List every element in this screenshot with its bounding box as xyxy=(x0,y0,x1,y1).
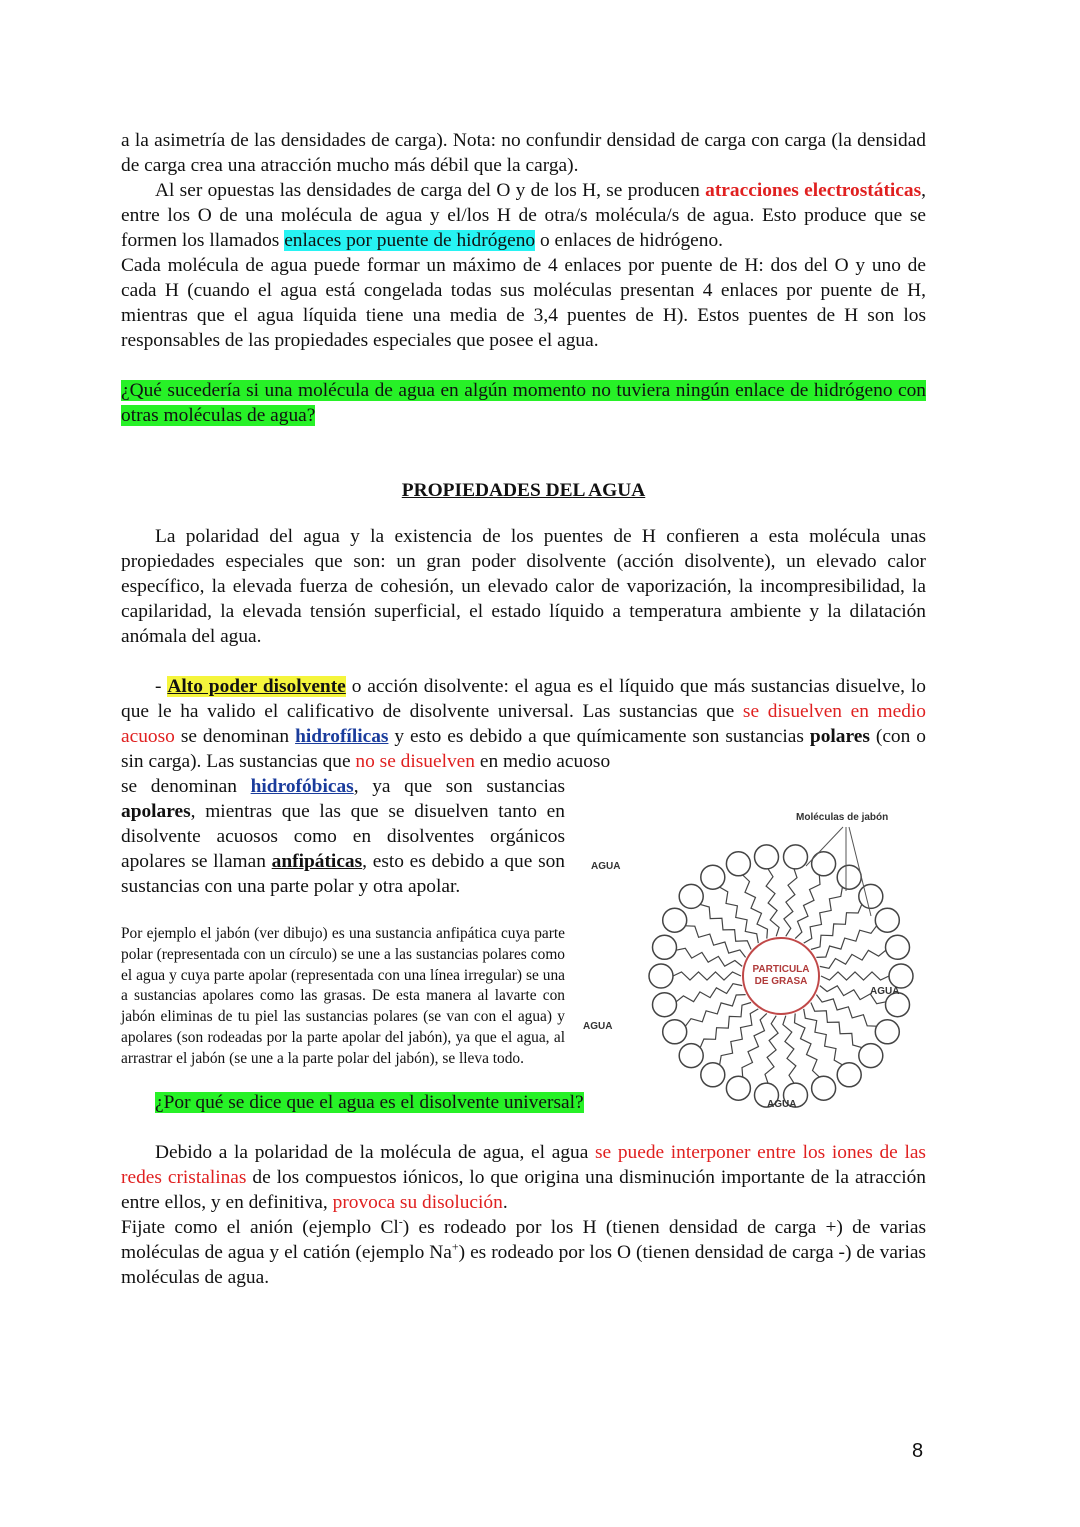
soap-head xyxy=(812,1076,836,1100)
paragraph-ions-surrounded xyxy=(121,1215,926,1290)
text-segment: - xyxy=(155,676,168,697)
term-hydrophobic: hidrofóbicas xyxy=(250,776,354,797)
soap-head xyxy=(886,935,910,959)
soap-tail xyxy=(811,904,862,949)
superscript-plus: + xyxy=(451,1239,459,1254)
text-segment: de los compuestos iónicos, lo que origina una disminución importante de la atracción entre ellos, y en definitiva, xyxy=(121,1166,926,1213)
paragraph-charge-note: a la asimetría de las densidades de carga). Nota: no confundir densidad de carga con carga (la densidad de carga crea una atracción mucho más débil que la carga). xyxy=(121,130,926,176)
soap-head xyxy=(889,964,913,988)
term-hydrophilic: hidrofílicas xyxy=(295,726,389,747)
text-segment: o acción disolvente: el agua es el líquido que más sustancias disuelve, lo que le ha valido el calificativo de disolvente universal. Las sustancias que xyxy=(121,676,926,722)
highlight-interpose-ions: se puede interponer entre los iones de las redes cristalinas xyxy=(121,1141,926,1188)
text-segment: , esto es debido a que son sustancias con una parte polar y otra apolar. xyxy=(121,851,566,897)
paragraph-solvent xyxy=(121,674,926,774)
soap-head xyxy=(701,1063,725,1087)
soap-head xyxy=(755,845,779,869)
text-segment: ) es rodeado por los O (tienen densidad de carga -) de varias moléculas de agua. xyxy=(121,1241,926,1288)
text-segment: (con o sin carga). Las sustancias que xyxy=(121,726,926,772)
soap-molecules-label: Moléculas de jabón xyxy=(796,812,889,823)
text-segment: en medio acuoso xyxy=(474,751,611,772)
soap-tail xyxy=(795,875,820,939)
text-segment: , entre los O de una molécula de agua y el/los H de otra/s molécula/s de agua. Esto produce que se formen los llamados xyxy=(121,180,926,251)
paragraph-max-bonds: Cada molécula de agua puede formar un máximo de 4 enlaces por puente de H: dos del O y uno de cada H (cuando el agua está congelada todas sus moléculas presentan 4 enlaces por puente de H, mientras que el agua líquida tiene una media de 3,4 puentes de H). Estos puentes de H son los responsables de las propiedades especiales que posee el agua. xyxy=(121,255,926,351)
soap-tail xyxy=(673,972,741,980)
soap-tail xyxy=(700,1003,751,1048)
question-text: ¿Por qué se dice que el agua es el disolvente universal? xyxy=(155,1091,584,1113)
section-heading: PROPIEDADES DEL AGUA xyxy=(401,480,646,501)
text-segment: Al ser opuestas las densidades de carga del O y de los H, se producen xyxy=(155,180,706,201)
soap-head xyxy=(812,852,836,876)
highlight-dissolution: provoca su disolución xyxy=(332,1191,503,1213)
page-number: 8 xyxy=(912,1440,924,1462)
highlight-electrostatic: atracciones electrostáticas xyxy=(705,180,922,201)
water-label: AGUA xyxy=(591,861,621,872)
note-soap-example: Por ejemplo el jabón (ver dibujo) es una sustancia anfipática cuya parte polar (representada con un círculo) se une a las sustancias polares como el agua y cuya parte apolar (representada con una línea irregular) se una a sustancias apolares como las grasas. De esta manera al lavarte con jabón eliminas de tu piel las sustancias polares (se van con el agua) y apolares (son rodeadas por la parte apolar del jabón), ya que el agua, al arrastrar el jabón (se une a la parte polar del jabón), se lleva todo. xyxy=(121,925,565,1067)
text-segment: , mientras que las que se disuelven tanto en disolvente acuosos como en disolventes orgánicos apolares se llaman xyxy=(121,801,565,872)
soap-head xyxy=(679,884,703,908)
paragraph-hydrogen-bonds xyxy=(121,178,926,253)
soap-tail xyxy=(795,1013,820,1077)
text-segment: o enlaces de hidrógeno. xyxy=(535,230,724,251)
document-body xyxy=(121,128,926,1290)
text-segment: ) es rodeado por los H (tienen densidad de carga +) de varias moléculas de agua y el catión (ejemplo Na xyxy=(121,1216,926,1263)
paragraph-ionic-dissolution xyxy=(121,1140,926,1215)
term-amphipathic: anfipáticas xyxy=(271,851,363,872)
grease-label-line2: DE GRASA xyxy=(754,976,808,987)
soap-head xyxy=(875,908,899,932)
grease-label-line1: PARTICULA xyxy=(752,964,810,975)
term-polar: polares xyxy=(809,726,870,747)
micelle-figure xyxy=(581,811,926,1111)
superscript-minus: - xyxy=(398,1214,403,1229)
text-segment: se denominan xyxy=(174,726,296,747)
soap-tail xyxy=(766,869,779,937)
water-label: AGUA xyxy=(870,986,900,997)
soap-tail xyxy=(743,875,768,939)
soap-head xyxy=(663,908,687,932)
text-segment: y esto es debido a que químicamente son sustancias xyxy=(388,726,810,747)
soap-head xyxy=(663,1020,687,1044)
question-text: ¿Qué sucedería si una molécula de agua en algún momento no tuviera ningún enlace de hidrógeno con otras moléculas de agua? xyxy=(121,380,926,426)
paragraph-properties-intro: La polaridad del agua y la existencia de los puentes de H confieren a esta molécula unas propiedades especiales que son: un gran poder disolvente (acción disolvente), un elevado calor específico, la elevada fuerza de cohesión, un elevado calor de vaporización, la incompresibilidad, la capilaridad, la elevada tensión superficial, el estado líquido a temperatura ambiente y la dilatación anómala del agua. xyxy=(121,526,926,647)
soap-head xyxy=(837,1063,861,1087)
soap-tail xyxy=(676,948,742,966)
soap-head xyxy=(701,865,725,889)
soap-head xyxy=(875,1020,899,1044)
soap-tail xyxy=(821,972,889,980)
question-no-bonds xyxy=(121,378,926,428)
term-high-solvent-power: Alto poder disolvente xyxy=(167,676,346,697)
soap-head xyxy=(726,852,750,876)
soap-tail xyxy=(765,1016,778,1083)
term-apolar: apolares xyxy=(121,801,191,822)
text-segment: Fijate como el anión (ejemplo Cl xyxy=(121,1216,399,1238)
paragraph-hydrophobic xyxy=(121,774,565,899)
soap-tail xyxy=(783,1016,796,1083)
soap-head xyxy=(653,993,677,1017)
text-segment: , ya que son sustancias xyxy=(353,776,565,797)
highlight-hydrogen-bonds: enlaces por puente de hidrógeno xyxy=(284,230,536,251)
water-label: AGUA xyxy=(583,1021,613,1032)
soap-head xyxy=(679,1044,703,1068)
highlight-not-dissolve: no se disuelven xyxy=(355,751,475,772)
soap-head xyxy=(837,865,861,889)
soap-tail xyxy=(820,950,886,968)
soap-head xyxy=(859,1044,883,1068)
soap-head xyxy=(784,845,808,869)
highlight-dissolve-aqueous: se disuelven en medio acuoso xyxy=(121,701,927,747)
text-segment: Debido a la polaridad de la molécula de agua, el agua xyxy=(155,1141,595,1163)
text-segment: se denominan xyxy=(121,776,251,797)
soap-head xyxy=(859,884,883,908)
soap-head xyxy=(649,964,673,988)
soap-head xyxy=(726,1076,750,1100)
soap-head xyxy=(653,935,677,959)
soap-tail xyxy=(784,869,797,937)
water-label: AGUA xyxy=(767,1099,797,1110)
soap-tail xyxy=(676,984,742,1002)
soap-tail xyxy=(742,1013,767,1077)
text-segment: . xyxy=(502,1191,508,1213)
